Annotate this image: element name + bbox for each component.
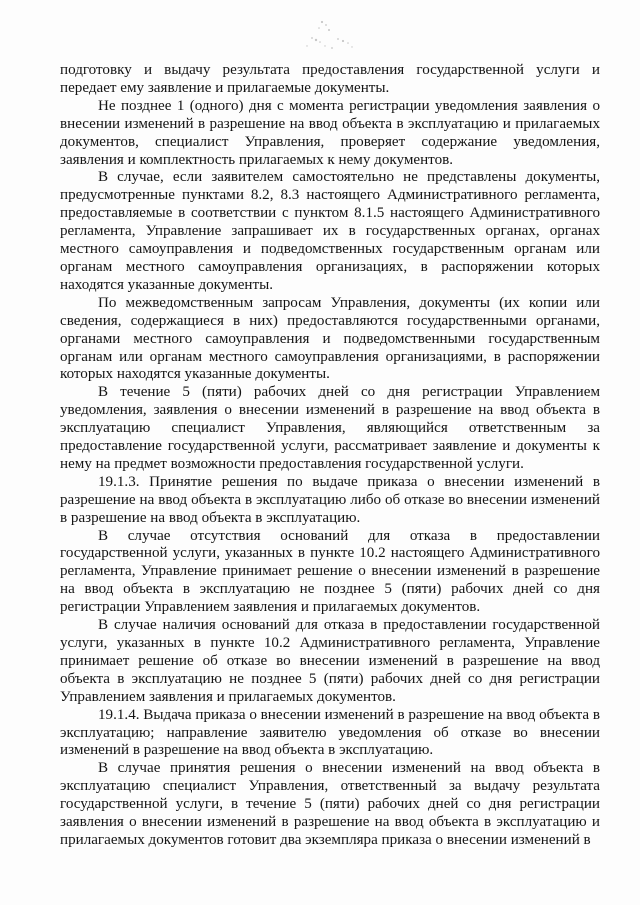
section-heading-19-1-3: 19.1.3. Принятие решения по выдаче приказа о внесении изменений в разрешение на ввод объекта в эксплуатацию либо об отказе во внесении изменений в разрешение на ввод объекта в эксплуатацию. bbox=[60, 473, 600, 526]
document-body bbox=[60, 62, 600, 850]
paragraph: В течение 5 (пяти) рабочих дней со дня регистрации Управлением уведомления, заявления о внесении изменений в разрешение на ввод объекта в эксплуатацию специалист Управления, являющийся ответственным за предоставление государственной услуги, рассматривает заявление и документы к нему на предмет возможности предоставления государственной услуги. bbox=[60, 384, 600, 472]
paragraph: В случае, если заявителем самостоятельно не представлены документы, предусмотренные пунктами 8.2, 8.3 настоящего Административного регламента, предоставляемые в соответствии с пунктом 8.1.5 настоящего Административного регламента, Управление запрашивает их в государственных органах, органах местного самоуправления и подведомственных государственным органам или органам местного самоуправления организациях, в распоряжении которых находятся указанные документы. bbox=[60, 169, 600, 293]
paragraph: подготовку и выдачу результата предоставления государственной услуги и передает ему заявление и прилагаемые документы. bbox=[60, 62, 600, 96]
scan-smudge-mark bbox=[282, 16, 372, 68]
paragraph: В случае наличия оснований для отказа в предоставлении государственной услуги, указанных в пункте 10.2 Административного регламента, Управление принимает решение об отказе во внесении изменений в разрешение на ввод объекта в эксплуатацию не позднее 5 (пяти) рабочих дней со дня регистрации Управлением заявления и прилагаемых документов. bbox=[60, 617, 600, 705]
paragraph: По межведомственным запросам Управления, документы (их копии или сведения, содержащиеся в них) предоставляются государственными органами, органами местного самоуправления и подведомственными государственным органам или органам местного самоуправления организациями, в распоряжении которых находятся указанные документы. bbox=[60, 294, 600, 383]
paragraph: В случае отсутствия оснований для отказа в предоставлении государственной услуги, указанных в пункте 10.2 настоящего Административного регламента, Управление принимает решение о внесении изменений в разрешение на ввод объекта в эксплуатацию не позднее 5 (пяти) рабочих дней со дня регистрации Управлением заявления и прилагаемых документов. bbox=[60, 527, 600, 616]
paragraph: Не позднее 1 (одного) дня с момента регистрации уведомления заявления о внесении изменений в разрешение на ввод объекта в эксплуатацию и прилагаемых документов, специалист Управления, проверяет содержание уведомления, заявления и комплектность прилагаемых к нему документов. bbox=[60, 97, 600, 168]
section-heading-19-1-4: 19.1.4. Выдача приказа о внесении изменений в разрешение на ввод объекта в эксплуатацию; направление заявителю уведомления об отказе во внесении изменений в разрешение на ввод объекта в эксплуатацию. bbox=[60, 706, 600, 759]
paragraph: В случае принятия решения о внесении изменений на ввод объекта в эксплуатацию специалист Управления, ответственный за выдачу результата государственной услуги, в течение 5 (пяти) рабочих дней со дня регистрации заявления о внесении изменений в разрешение на ввод объекта в эксплуатацию и прилагаемых документов готовит два экземпляра приказа о внесении изменений в bbox=[60, 760, 600, 848]
